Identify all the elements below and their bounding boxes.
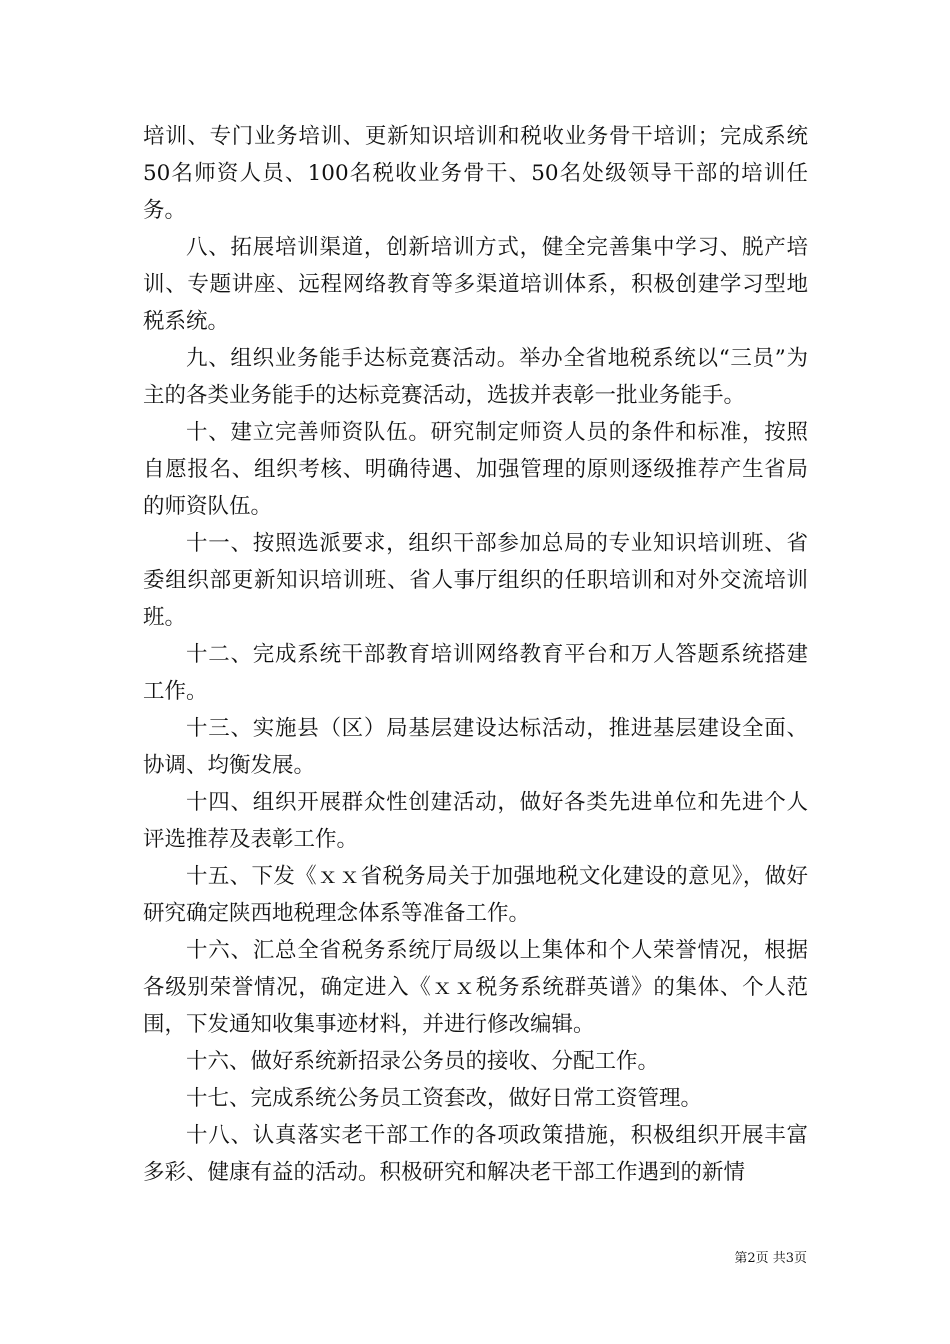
paragraph: 十七、完成系统公务员工资套改，做好日常工资管理。 — [186, 1086, 703, 1111]
paragraph: 十五、下发《ｘｘ省税务局关于加强地税文化建设的意见》，做好研究确定陕西地税理念体系等准备工作。 — [143, 864, 808, 926]
paragraph: 十二、完成系统干部教育培训网络教育平台和万人答题系统搭建工作。 — [143, 642, 808, 704]
page-indicator: 第2页 共3页 — [734, 1251, 807, 1266]
paragraph: 培训、专门业务培训、更新知识培训和税收业务骨干培训；完成系统50名师资人员、100名税收业务骨干、50名处级领导干部的培训任务。 — [143, 124, 808, 223]
paragraph: 十一、按照选派要求，组织干部参加总局的专业知识培训班、省委组织部更新知识培训班、省人事厅组织的任职培训和对外交流培训班。 — [143, 531, 808, 630]
document-body — [143, 118, 808, 1191]
paragraph: 八、拓展培训渠道，创新培训方式，健全完善集中学习、脱产培训、专题讲座、远程网络教育等多渠道培训体系，积极创建学习型地税系统。 — [143, 235, 808, 334]
paragraph: 十六、汇总全省税务系统厅局级以上集体和个人荣誉情况，根据各级别荣誉情况，确定进入《ｘｘ税务系统群英谱》的集体、个人范围，下发通知收集事迹材料，并进行修改编辑。 — [143, 938, 808, 1037]
paragraph: 九、组织业务能手达标竞赛活动。举办全省地税系统以“三员”为主的各类业务能手的达标竞赛活动，选拔并表彰一批业务能手。 — [143, 346, 808, 408]
paragraph: 十八、认真落实老干部工作的各项政策措施，积极组织开展丰富多彩、健康有益的活动。积极研究和解决老干部工作遇到的新情 — [143, 1123, 808, 1185]
paragraph: 十四、组织开展群众性创建活动，做好各类先进单位和先进个人评选推荐及表彰工作。 — [143, 790, 808, 852]
paragraph: 十、建立完善师资队伍。研究制定师资人员的条件和标准，按照自愿报名、组织考核、明确待遇、加强管理的原则逐级推荐产生省局的师资队伍。 — [143, 420, 808, 519]
paragraph: 十六、做好系统新招录公务员的接收、分配工作。 — [186, 1049, 660, 1074]
paragraph: 十三、实施县（区）局基层建设达标活动，推进基层建设全面、协调、均衡发展。 — [143, 716, 808, 778]
